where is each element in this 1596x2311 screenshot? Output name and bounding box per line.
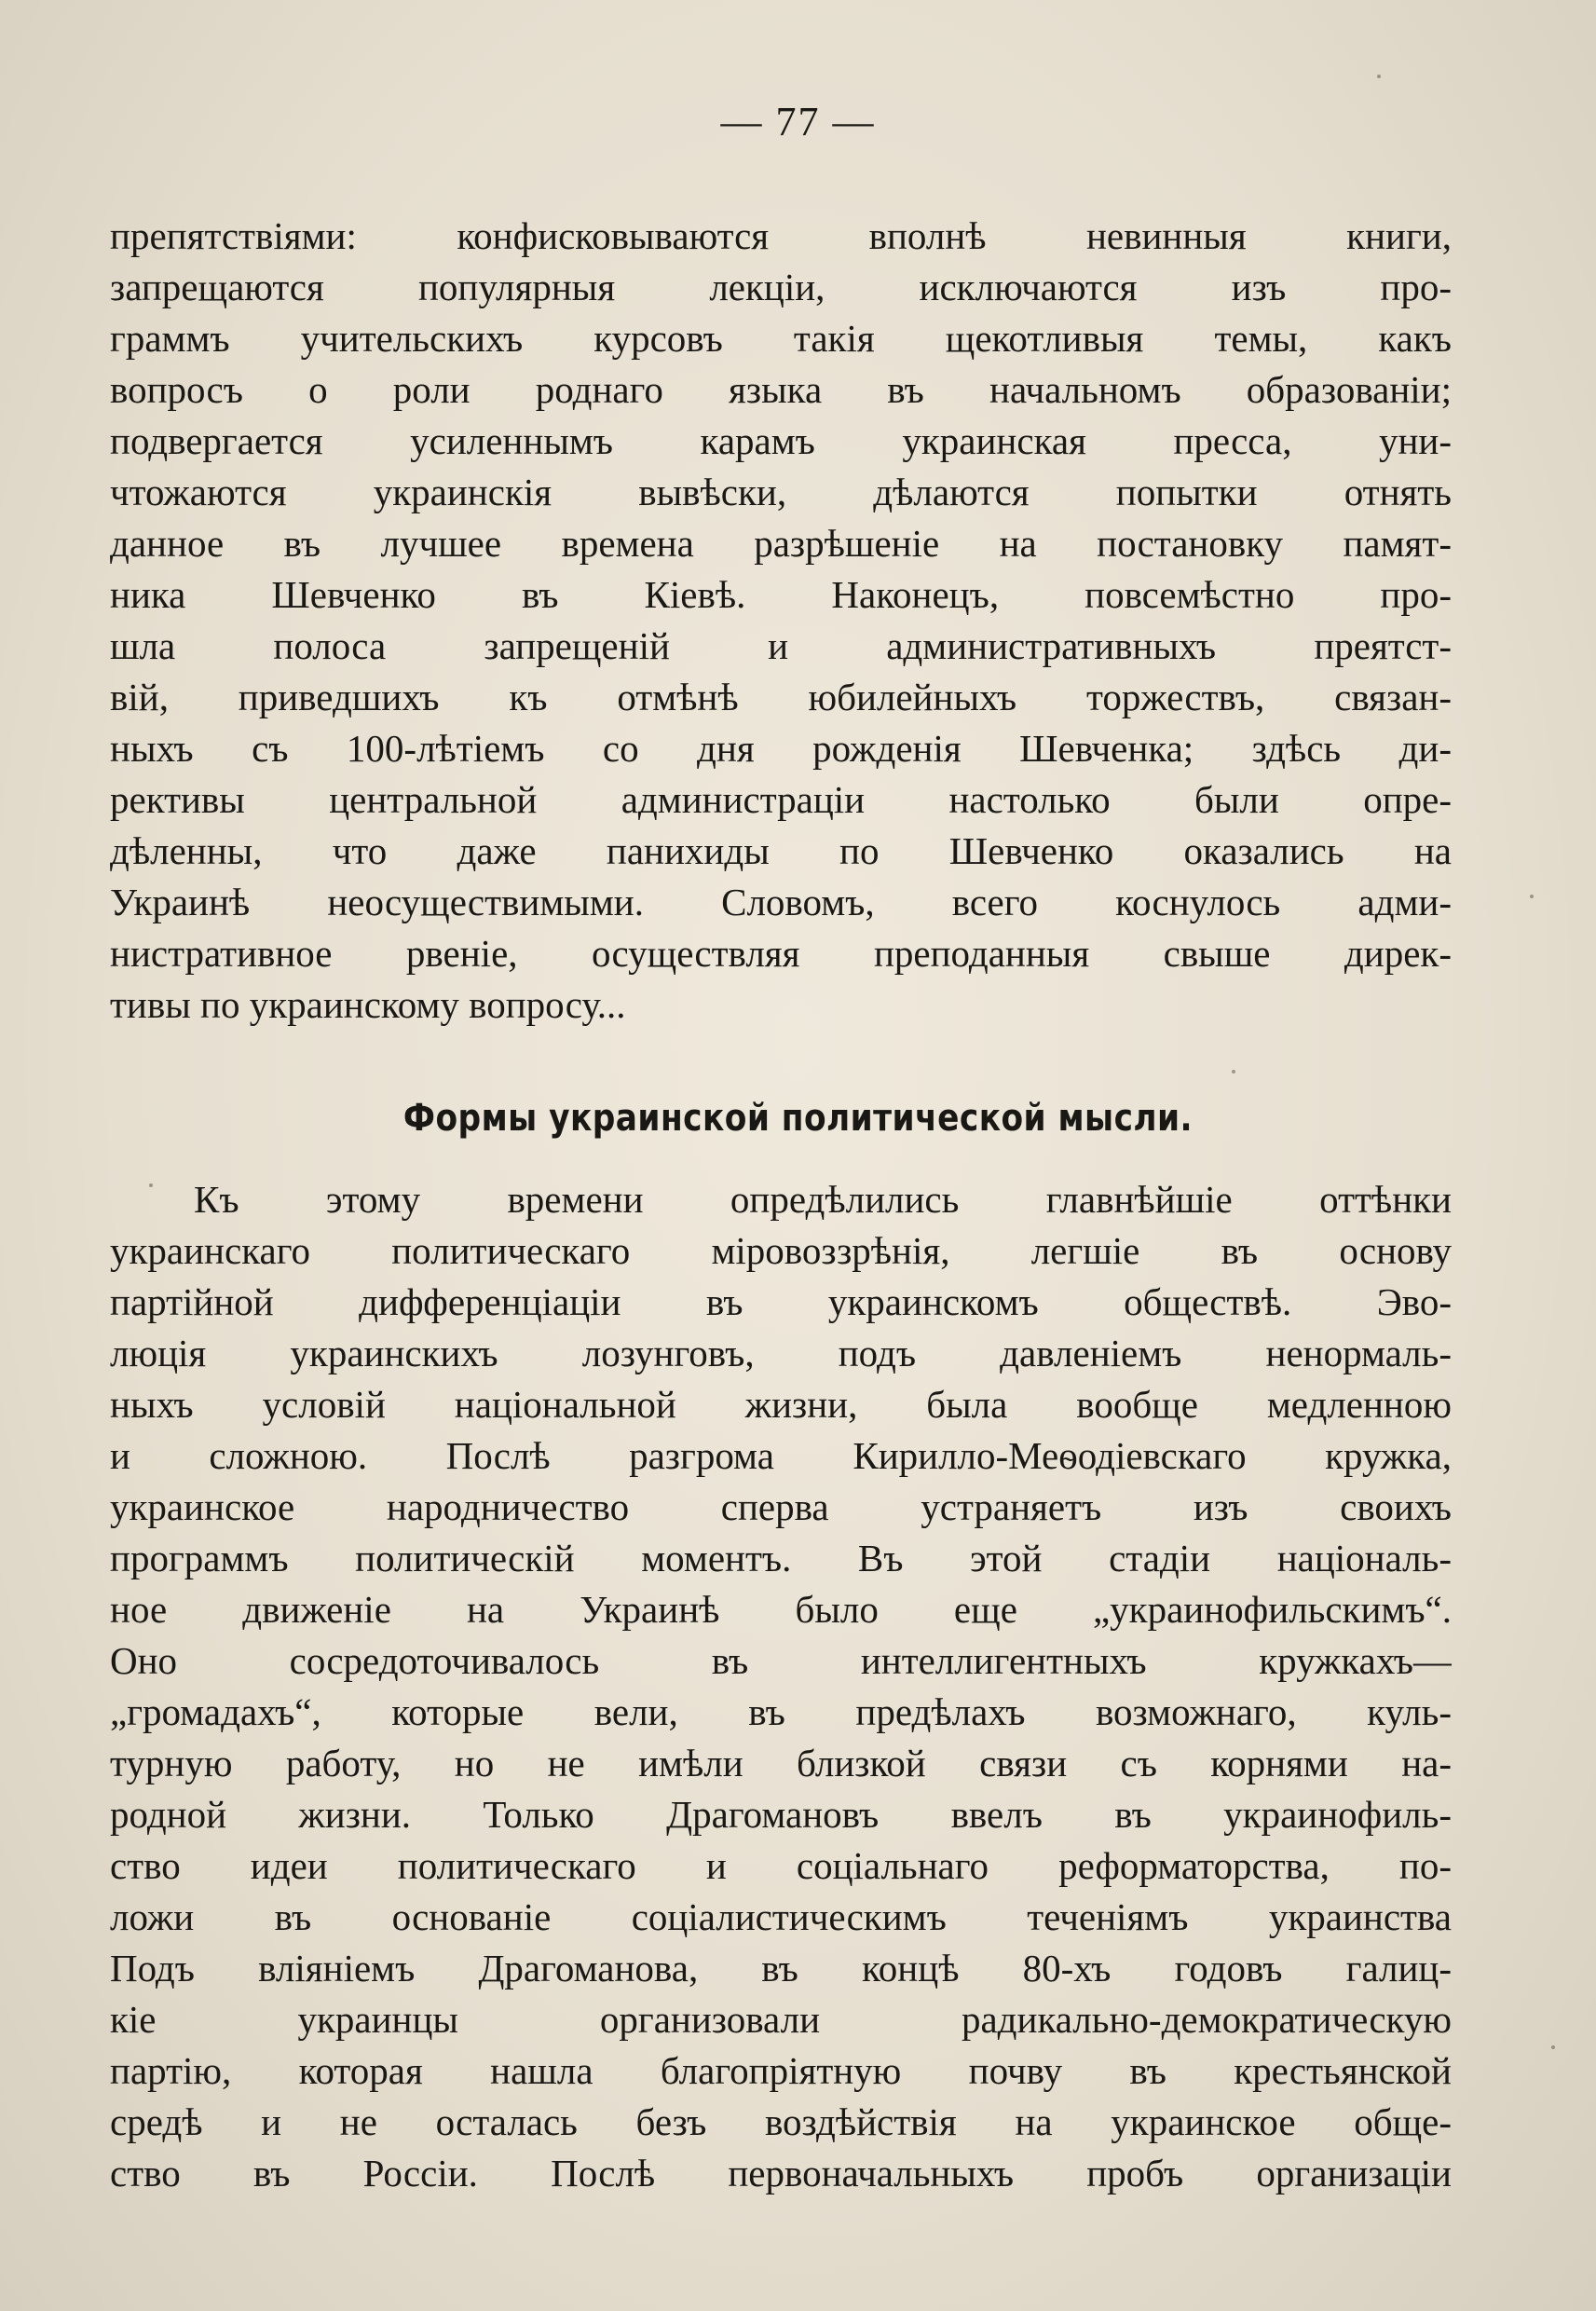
text-line: ное движеніе на Украинѣ было еще „украинофильскимъ“. xyxy=(110,1588,1452,1631)
text-line: ство идеи политическаго и соціальнаго реформаторства, по- xyxy=(110,1844,1452,1887)
paper-speck xyxy=(1551,2045,1555,2049)
text-line: Оно сосредоточивалось въ интеллигентныхъ кружкахъ— xyxy=(110,1639,1452,1682)
text-line: Украинѣ неосуществимыми. Словомъ, всего коснулось адми- xyxy=(110,881,1452,923)
text-line: ника Шевченко въ Кіевѣ. Наконецъ, повсемѣстно про- xyxy=(110,573,1452,616)
text-line: Къ этому времени опредѣлились главнѣйшіе оттѣнки xyxy=(194,1178,1452,1221)
text-line: дѣленны, что даже панихиды по Шевченко оказались на xyxy=(110,829,1452,872)
text-line: турную работу, но не имѣли близкой связи съ корнями на- xyxy=(110,1742,1452,1785)
text-line: и сложною. Послѣ разгрома Кирилло-Меѳодіевскаго кружка, xyxy=(110,1434,1452,1477)
text-line: ство въ Россіи. Послѣ первоначальныхъ пробъ организаціи xyxy=(110,2152,1452,2195)
text-line: нистративное рвеніе, осуществляя преподанныя свыше дирек- xyxy=(110,932,1452,975)
page-number: — 77 — xyxy=(720,99,876,144)
text-line: запрещаются популярныя лекціи, исключаются изъ про- xyxy=(110,266,1452,308)
text-line: партію, которая нашла благопріятную почву въ крестьянской xyxy=(110,2049,1452,2092)
text-line: „громадахъ“, которые вели, въ предѣлахъ возможнаго, куль- xyxy=(110,1690,1452,1733)
paper-speck xyxy=(1232,1070,1235,1073)
text-line: граммъ учительскихъ курсовъ такія щекотливыя темы, какъ xyxy=(110,317,1452,360)
text-line: подвергается усиленнымъ карамъ украинская пресса, уни- xyxy=(110,419,1452,462)
text-line: чтожаются украинскія вывѣски, дѣлаются попытки отнять xyxy=(110,471,1452,513)
text-line: средѣ и не осталась безъ воздѣйствія на украинское обще- xyxy=(110,2100,1452,2143)
text-line: шла полоса запрещеній и административныхъ преятст- xyxy=(110,624,1452,667)
paragraph-2 xyxy=(110,1174,1452,2199)
text-line: партійной дифференціаціи въ украинскомъ обществѣ. Эво- xyxy=(110,1280,1452,1323)
text-line: родной жизни. Только Драгомановъ ввелъ въ украинофиль- xyxy=(110,1793,1452,1836)
text-line: украинское народничество сперва устраняетъ изъ своихъ xyxy=(110,1485,1452,1528)
text-line: данное въ лучшее времена разрѣшеніе на постановку памят- xyxy=(110,522,1452,565)
paper-speck xyxy=(149,1183,153,1187)
text-line: Подъ вліяніемъ Драгоманова, въ концѣ 80-хъ годовъ галиц- xyxy=(110,1947,1452,1990)
text-line: вопросъ о роли роднаго языка въ начальномъ образованіи; xyxy=(110,368,1452,411)
text-line: программъ политическій моментъ. Въ этой стадіи національ- xyxy=(110,1537,1452,1579)
text-line: тивы по украинскому вопросу... xyxy=(110,983,626,1026)
section-heading: Формы украинской политической мысли. xyxy=(402,1097,1194,1140)
text-line: препятствіями: конфисковываются вполнѣ невинныя книги, xyxy=(110,214,1452,257)
text-line: рективы центральной администраціи настолько были опре- xyxy=(110,778,1452,821)
text-line: ныхъ условій національной жизни, была вообще медленною xyxy=(110,1383,1452,1426)
text-line: украинскаго политическаго міровоззрѣнія, легшіе въ основу xyxy=(110,1229,1452,1272)
paper-speck xyxy=(1530,895,1534,898)
paper-speck xyxy=(1377,75,1381,78)
text-line: люція украинскихъ лозунговъ, подъ давленіемъ ненормаль- xyxy=(110,1332,1452,1374)
text-line: ложи въ основаніе соціалистическимъ теченіямъ украинства xyxy=(110,1895,1452,1938)
text-line: вій, приведшихъ къ отмѣнѣ юбилейныхъ торжествъ, связан- xyxy=(110,676,1452,718)
text-line: кіе украинцы организовали радикально-демократическую xyxy=(110,1998,1452,2041)
text-line: ныхъ съ 100-лѣтіемъ со дня рожденія Шевченка; здѣсь ди- xyxy=(110,727,1452,770)
paragraph-1 xyxy=(110,211,1452,1031)
